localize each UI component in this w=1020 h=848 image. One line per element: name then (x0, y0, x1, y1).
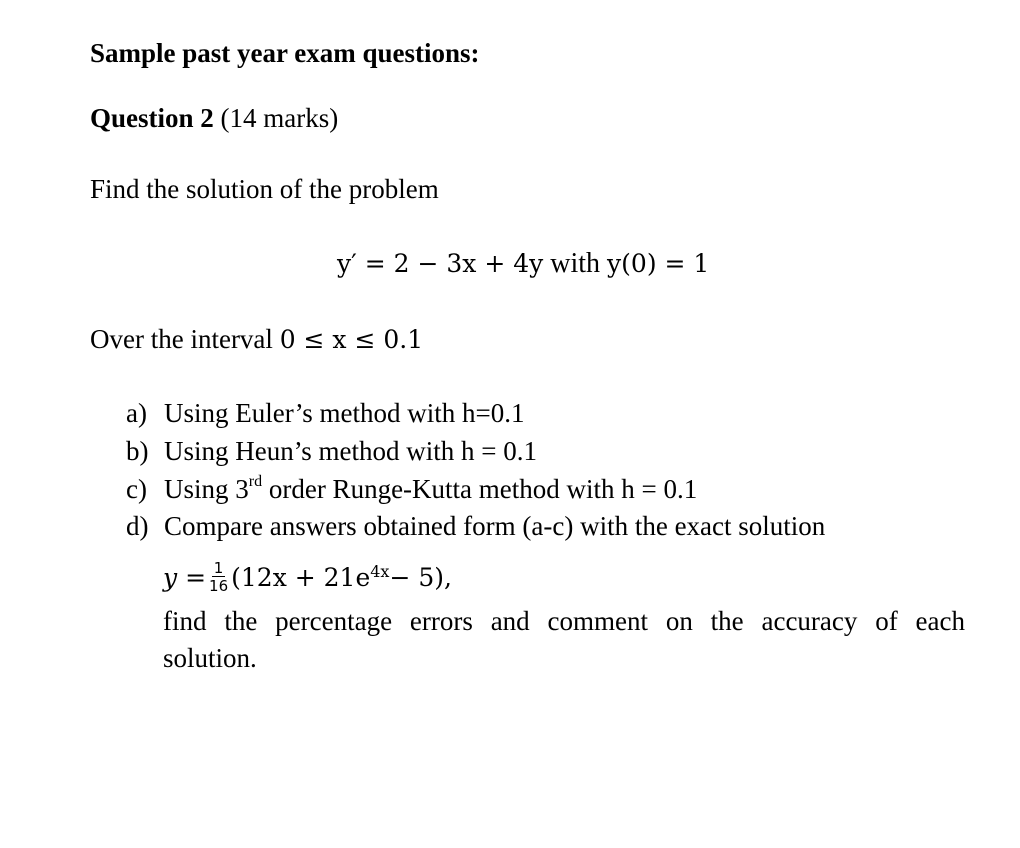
question-marks: (14 marks) (220, 103, 339, 133)
equation-connector: with (543, 248, 608, 279)
list-item-label: c) (126, 474, 147, 504)
list-item-text: Using Heun’s method with h = 0.1 (164, 436, 537, 466)
fraction-numerator: 1 (213, 558, 224, 577)
list-item (126, 398, 524, 429)
exact-solution-tail: − 5), (389, 562, 452, 592)
exponent: 4x (370, 561, 390, 581)
closing-line-1: find the percentage errors and comment on the accuracy of each (163, 606, 965, 636)
problem-intro: Find the solution of the problem (90, 174, 439, 204)
list-item (126, 436, 537, 467)
exact-solution-body: (12x + 21e (231, 562, 371, 592)
list-item-label: a) (126, 398, 147, 428)
list-item (126, 511, 825, 542)
initial-condition: y(0) = 1 (607, 249, 710, 278)
page-heading: Sample past year exam questions: (90, 38, 480, 68)
fraction-denominator: 16 (209, 576, 229, 595)
equation-lhs: y′ = 2 − 3x + 4y (337, 249, 544, 278)
list-item (126, 474, 697, 505)
interval-text: Over the interval (90, 324, 280, 354)
list-item-label: d) (126, 511, 149, 541)
exact-solution (163, 552, 452, 602)
ordinal-superscript: rd (248, 473, 263, 490)
list-item-text: Using Euler’s method with h=0.1 (164, 398, 525, 428)
closing-line-2: solution. (163, 643, 257, 673)
interval-range: 0 ≤ x ≤ 0.1 (279, 325, 424, 354)
exact-solution-lhs: y = (163, 562, 207, 592)
list-item-label: b) (126, 436, 149, 466)
closing-instruction (163, 603, 965, 677)
list-item-text-before: Using 3 (164, 474, 249, 504)
differential-equation (337, 248, 709, 280)
list-item-text-after: order Runge-Kutta method with h = 0.1 (262, 474, 698, 504)
interval-statement (90, 324, 423, 355)
question-number: Question 2 (90, 103, 214, 133)
question-header (90, 103, 338, 134)
fraction (209, 560, 228, 595)
list-item-text: Compare answers obtained form (a-c) with the exact solution (164, 511, 826, 541)
